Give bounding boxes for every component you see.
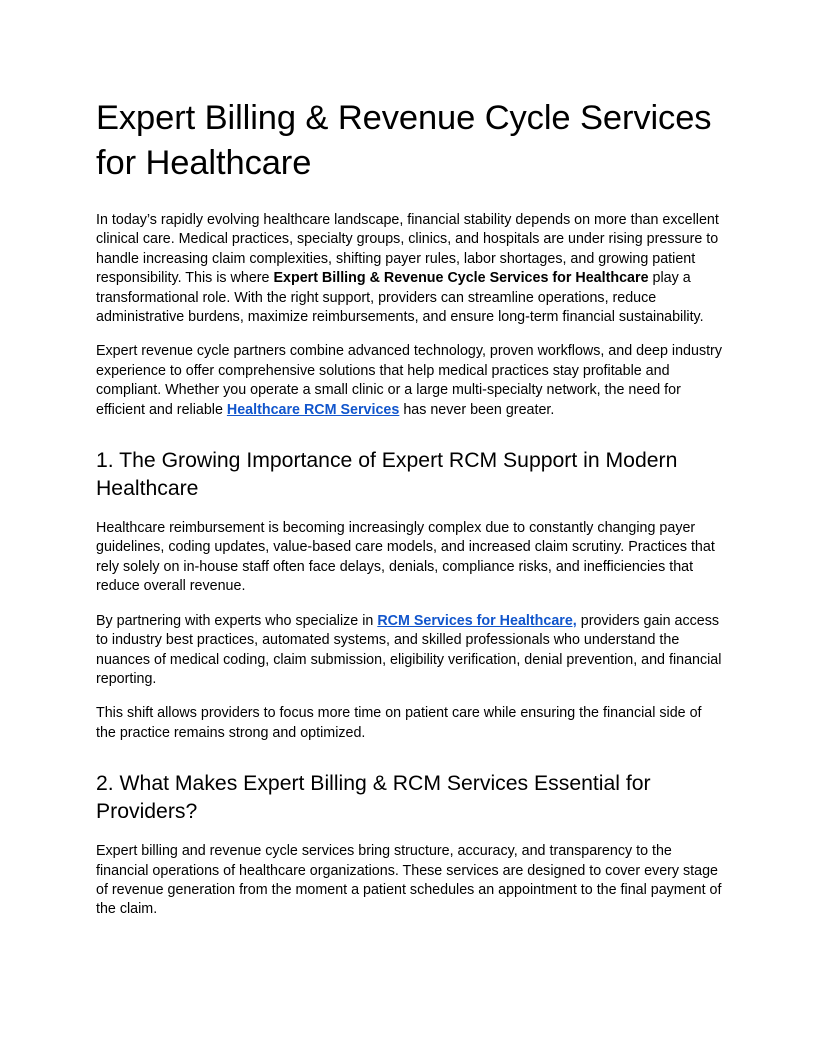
- intro-p1-bold: Expert Billing & Revenue Cycle Services for Healthcare: [273, 270, 649, 287]
- intro-p2-text-end: has never been greater.: [399, 401, 555, 418]
- page-title: Expert Billing & Revenue Cycle Services for Healthcare: [96, 99, 712, 182]
- document-page: [96, 96, 722, 935]
- section-1-heading: 1. The Growing Importance of Expert RCM Support in Modern Healthcare: [96, 449, 678, 501]
- rcm-services-for-healthcare-link[interactable]: RCM Services for Healthcare,: [377, 612, 577, 629]
- section-1-paragraph-3: This shift allows providers to focus more time on patient care while ensuring the financial side of the practice remains strong and optimized.: [96, 705, 702, 741]
- section-2-paragraph-1: Expert billing and revenue cycle services bring structure, accuracy, and transparency to the financial operations of healthcare organizations. These services are designed to cover every stage of revenue generation from the moment a patient schedules an appointment to the final payment of the claim.: [96, 843, 722, 918]
- intro-paragraph-2: [96, 342, 722, 420]
- intro-p1-text: In today’s rapidly evolving healthcare landscape, financial stability depends on more than excellent clinical care. Medical practices, specialty groups, clinics, and hospitals are under rising pressure to handle increasing claim complexities, shifting payer rules, labor shortages, and growing patient responsibility. This is where: [96, 212, 719, 287]
- section-1-paragraph-2: [96, 612, 722, 690]
- section-1-paragraph-1: Healthcare reimbursement is becoming increasingly complex due to constantly changing payer guidelines, coding updates, value-based care models, and increased claim scrutiny. Practices that rely solely on in-house staff often face delays, denials, compliance risks, and inefficiencies that reduce overall revenue.: [96, 520, 715, 595]
- intro-paragraph-1: [96, 211, 722, 327]
- intro-p1-text-end: play a transformational role. With the right support, providers can streamline operations, reduce administrative burdens, maximize reimbursements, and ensure long-term financial sustainability.: [96, 270, 704, 326]
- section-2-heading: 2. What Makes Expert Billing & RCM Services Essential for Providers?: [96, 772, 651, 824]
- healthcare-rcm-services-link[interactable]: Healthcare RCM Services: [226, 401, 400, 418]
- intro-p2-text: Expert revenue cycle partners combine advanced technology, proven workflows, and deep industry experience to offer comprehensive solutions that help medical practices stay profitable and compliant. Whether you operate a small clinic or a large multi-specialty network, the need for efficient and reliable: [96, 343, 722, 418]
- section-1-p2-text: By partnering with experts who specialize in: [96, 612, 378, 629]
- section-1-p2-text-end: providers gain access to industry best practices, automated systems, and skilled professionals who understand the nuances of medical coding, claim submission, eligibility verification, denial prevention, and financial reporting.: [96, 612, 722, 687]
